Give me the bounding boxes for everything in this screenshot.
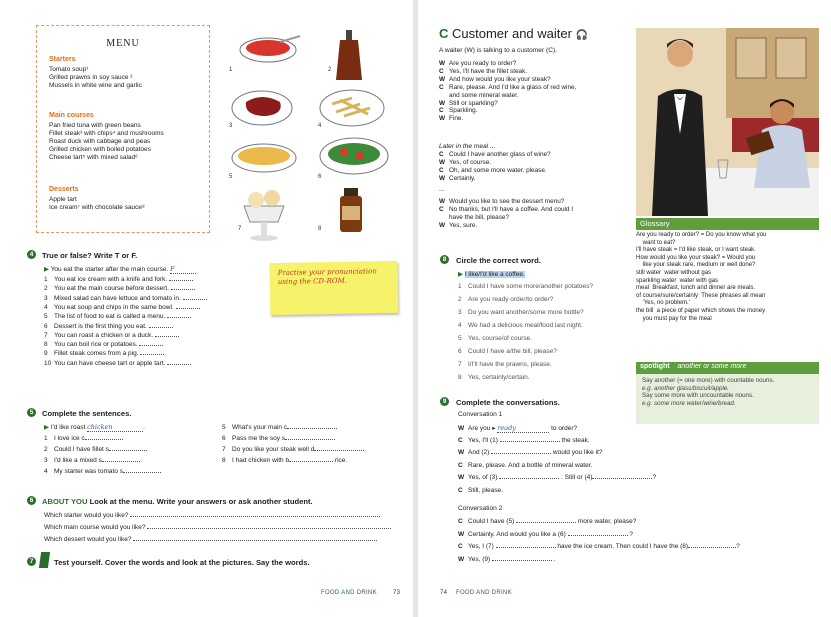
answer-field[interactable] [169,280,193,281]
menu-item: Tomato soup¹ [49,66,89,73]
line-tail: . [551,555,556,563]
answer-field[interactable] [516,522,576,523]
speaker-label: C [458,486,463,494]
line-text: Yes, I (7) [468,543,496,550]
answer-field[interactable] [499,478,559,479]
speaker-label: C [439,107,444,115]
conversation-line [458,474,656,481]
exercise-5-item [44,446,147,453]
line-tail: more water, please? [576,518,637,525]
item-number: 3 [44,294,48,302]
page-number: 73 [393,590,401,596]
exercise-5-example: ▶ I'd like roast chicken . [44,423,145,431]
tart-picture [232,144,296,172]
answer-field[interactable] [167,364,191,365]
exercise-4-item [44,341,163,348]
line-text: Oh, and some more water, please. [449,166,547,174]
line-text: Fine. [449,115,464,123]
item-text: You eat the main course before dessert. [54,285,171,293]
item-tail: rice. [333,457,348,464]
line-text: Yes, I'll (1) [468,436,500,444]
item-number: 1 [44,276,48,283]
exercise-4-title: True or false? Write T or F. [42,251,138,260]
item-number: 4 [44,303,48,311]
item-number: 6 [458,348,462,355]
picture-number: 5 [229,174,233,180]
dialogue-line [439,76,551,84]
line-tail: . Still or (4) [559,474,593,481]
speaker-label: W [458,474,465,481]
answer-field[interactable] [183,299,207,300]
item-text: What's your main c [232,424,288,431]
dialogue-line [439,159,491,167]
section-letter: C [439,26,449,41]
answer-field[interactable] [102,461,140,462]
speaker-label: C [439,151,444,158]
item-text: You can have cheese tart or apple tart. [54,359,168,367]
speaker-label: W [439,174,446,182]
glossary-title: Glossary [636,218,819,230]
answer-field[interactable] [147,528,391,529]
dialogue-line [439,206,573,214]
line-text: Sparkling. [449,107,478,115]
spotlight-box [636,362,819,424]
speaker-label: W [458,449,465,456]
answer-field[interactable] [287,428,337,429]
line-text: No thanks, but I'll have a coffee. And could I [449,205,574,213]
item-text: Could I have a/the bill, please? [468,348,557,355]
conversation-1-title: Conversation 1 [458,411,503,418]
left-page [0,0,413,617]
item-number: 5 [458,335,462,342]
item-text: Are you ready order/to order? [468,296,554,303]
picture-number: 8 [318,226,322,232]
speaker-label: W [439,60,446,67]
dialogue-line [439,60,516,68]
exercise-4-item [44,360,191,367]
soup-picture [240,36,300,62]
item-text: My starter was tomato s [54,468,123,475]
dialogue-line [439,175,476,183]
dialogue-line [439,214,509,222]
answer-field[interactable] [140,354,164,355]
dialogue-line [439,115,463,123]
exercise-5-item [222,435,335,442]
glossary-entry: Are you ready to order? = Do you know what you [636,232,767,238]
item-text: The list of food to eat is called a menu. [54,313,168,321]
exercise-number: 5 [27,408,36,417]
cover-card-icon [39,552,50,568]
dialogue-line [439,100,498,108]
glossary-entry: sparkling water water with gas [636,277,719,284]
exercise-8-item [458,374,530,381]
question-text: Which starter would you like? [44,512,131,519]
item-number: 7 [44,331,48,339]
spotlight-label: spotlight [640,363,670,370]
glossary-box [636,218,819,354]
item-text: You can roast a chicken or a duck. [54,331,155,339]
answer-field[interactable] [285,439,335,440]
speaker-label: W [458,530,465,538]
item-number: 4 [458,322,462,329]
line-text: Rare, please. And I'd like a glass of red wine, [449,83,577,91]
picture-number: 4 [318,123,322,129]
item-text: Dessert is the first thing you eat. [54,322,149,330]
line-text: Are you ▸ [468,425,498,432]
line-end: ? [736,543,740,550]
line-tail: have the ice cream. Then could I have the (8) [555,543,689,550]
item-number: 8 [44,341,48,349]
exercise-4-item [44,295,207,302]
speaker-label: W [458,425,465,432]
exercise-8-item [458,322,583,329]
exercise-4-item [44,323,173,330]
glossary-entry: 'Yes, no problem.' [636,300,690,307]
footer-label: FOOD AND DRINK [456,590,512,596]
answer-field[interactable] [500,441,560,442]
glossary-entry: of course/sure/certainly These phrases all mean [636,292,766,299]
glossary-entry: you must pay for the meal [636,315,712,322]
dialogue-line [439,84,576,92]
conversation-2-title: Conversation 2 [458,505,503,512]
item-text: Mixed salad can have lettuce and tomato in. [54,294,183,302]
menu-item: Roast duck with cabbage and peas [49,138,151,145]
answer-field[interactable] [123,472,161,473]
exercise-5-item [222,424,337,431]
exercise-4-item [44,304,200,311]
answer-field[interactable] [133,540,377,541]
glossary-entry: I'll have steak = I'd like steak, or I want steak. [636,247,756,254]
item-number: 1 [44,435,48,442]
speaker-label: C [439,67,444,75]
item-number: 5 [222,424,226,431]
item-number: 2 [458,296,462,303]
exercise-8-item [458,348,557,355]
line-text: Yes, I'll have the fillet steak. [449,67,528,75]
line-text: have the bill, please? [449,213,510,221]
line-text: Yes, sure. [449,221,478,229]
conversation-line [458,424,577,433]
speaker-label: W [439,115,446,123]
page-number: 74 [440,590,448,596]
line-tail: the steak. [559,436,590,444]
dialogue-line [439,68,527,76]
conversation-line [458,518,636,525]
line-text: and some mineral water. [449,91,519,99]
conversation-line [458,543,740,550]
soy-sauce-picture [336,30,362,80]
picture-number: 2 [328,67,332,73]
steak-picture [232,91,292,125]
conversation-line [458,556,556,563]
line-end: ? [652,474,657,481]
later-label: Later in the meal ... [439,143,496,150]
picture-number: 7 [238,226,242,232]
item-number: 9 [44,350,48,358]
answer-field[interactable]: chicken [87,423,143,432]
spotlight-line: e.g. another glass/biscuit/apple. [642,384,730,392]
item-number: 2 [44,285,48,293]
dialogue-dots: ... [439,186,445,193]
answer-field[interactable] [688,547,736,548]
menu-item: Fillet steak³ with chips⁴ and mushrooms [49,130,164,137]
exercise-8-item [458,361,552,368]
conversation-line [458,462,592,469]
headphones-icon: 🎧 [575,30,589,41]
menu-heading-main: Main courses [49,112,94,119]
spotlight-header [636,362,819,374]
picture-number: 1 [229,67,233,73]
line-text: Could I have another glass of wine? [449,151,551,158]
chips-picture [320,90,384,126]
spotlight-title: another or some more [677,363,747,370]
item-number: 2 [44,446,48,453]
menu-heading-desserts: Desserts [49,186,79,193]
answer-field[interactable] [289,461,333,462]
line-tail: to order? [549,425,578,432]
exercise-4-item [44,313,191,320]
dialogue-line [439,151,551,159]
speaker-label: W [439,198,446,205]
conversation-line [458,487,503,494]
answer-field[interactable]: F [170,265,196,274]
speaker-label: C [458,518,463,525]
item-text: Fillet steak comes from a pig. [54,350,141,358]
item-text: Do you want another/some more bottle? [468,309,584,316]
exercise-8-item [458,309,584,316]
menu-card [36,25,210,233]
salad-picture [320,138,388,174]
exercise-4-item [44,285,195,292]
spotlight-body [636,374,819,410]
exercise-number: 6 [27,496,36,505]
answer-field[interactable] [139,345,163,346]
speaker-label: W [458,555,465,563]
item-text: I/I'll have the prawns, please. [468,361,552,368]
conversation-line [458,449,602,456]
dialogue-line [439,222,477,230]
speaker-label: C [458,461,463,469]
speaker-label: W [439,221,446,229]
conversation-line [458,437,590,444]
exercise-5-title: Complete the sentences. [42,409,132,418]
answer-field[interactable] [492,560,552,561]
picture-number: 6 [318,174,322,180]
speaker-label: C [439,83,444,91]
exercise-5-item [222,446,364,453]
exercise-4-item [44,350,164,357]
item-text: You eat soup and chips in the same bowl. [54,303,176,311]
exercise-6-question [44,512,380,519]
answer-field[interactable] [109,450,147,451]
item-text: Pass me the soy s [232,435,286,442]
menu-item: Grilled prawns in soy sauce ² [49,74,133,81]
exercise-4-item [44,332,179,339]
speaker-label: W [439,158,446,166]
exercise-6-question [44,524,391,531]
line-text: Yes, (9) [468,555,492,563]
glossary-entry: like your steak rare, medium or well done? [636,262,756,269]
line-tail: would you like it? [551,449,603,456]
dialogue-line [439,107,477,115]
answer-field[interactable] [176,308,200,309]
line-text: And how would you like your steak? [449,75,551,83]
item-number: 1 [458,283,462,290]
exercise-4-example: ▶ You eat the starter after the main course. F [44,265,196,274]
item-number: 3 [458,309,462,316]
menu-heading-starters: Starters [49,56,76,63]
speaker-label: W [439,75,446,83]
line-text: Certainly. And would you like a (6) [468,530,568,538]
exercise-5-item [44,435,123,442]
ice-cream-picture [244,190,284,241]
answer-field[interactable] [85,439,123,440]
item-text: I'd like a mixed s [54,457,102,464]
dialogue-line [439,167,547,175]
answer-field[interactable] [314,450,364,451]
line-text: Are you ready to order? [449,60,517,67]
exercise-5-item [44,468,161,475]
exercise-5-item [44,457,140,464]
dialogue-line [439,92,519,100]
line-text: Still, please. [468,486,504,494]
spotlight-line: Say another (= one more) with countable nouns. [642,377,775,384]
speaker-label: C [439,166,444,174]
exercise-8-item [458,296,553,303]
exercise-number: 7 [27,557,36,566]
item-number: 8 [458,374,462,381]
speaker-label: C [458,436,463,444]
exercise-number: 8 [440,255,449,264]
spotlight-line: e.g. some more water/wine/bread. [642,399,736,407]
line-tail: ? [627,530,634,538]
answer-field[interactable]: ready [497,424,549,433]
spotlight-line: Say some more with uncountable nouns. [642,392,754,400]
glossary-entry: How would you like your steak? = Would you [636,254,756,261]
exercise-8-example: ▶ I like/I'd like a coffee. [458,271,525,278]
exercise-number: 4 [27,250,36,259]
item-number: 7 [458,361,462,368]
answer-field[interactable] [167,317,191,318]
answer-field[interactable] [491,453,551,454]
item-text: I love ice c [54,435,85,442]
line-text: And (2) [468,449,492,456]
glossary-entry: still water water without gas [636,269,712,276]
item-number: 6 [222,435,226,442]
item-text: We had a delicious meal/food last night. [468,322,583,329]
answer-field[interactable] [171,289,195,290]
sticky-note: Practise your pronunciation using the CD-ROM. [270,261,399,315]
line-text: Yes, of (3) [468,474,500,481]
item-text: Could I have some more/another potatoes? [468,283,594,290]
answer-field[interactable] [496,547,556,548]
glossary-entry: meal Breakfast, lunch and dinner are meals. [636,285,756,292]
item-text: Yes, certainly/certain. [468,374,530,381]
menu-item: Ice cream⁷ with chocolate sauce⁸ [49,204,145,211]
answer-field[interactable] [155,336,179,337]
conversation-line [458,531,633,538]
item-text: Yes, course/of course. [468,335,533,342]
item-text: Could I have fillet s [54,446,109,453]
item-number: 4 [44,468,48,475]
exercise-6-title: ABOUT YOU Look at the menu. Write your answers or ask another student. [42,497,313,506]
item-number: 6 [44,322,48,330]
exercise-7-title: Test yourself. Cover the words and look at the pictures. Say the words. [54,558,310,567]
item-text: Do you like your steak well d [232,446,315,453]
footer-label: FOOD AND DRINK [321,590,377,596]
exercise-4-item [44,276,193,283]
exercise-8-item [458,283,593,290]
item-number: 5 [44,313,48,321]
chocolate-sauce-picture [340,188,362,232]
question-text: Which dessert would you like? [44,536,134,543]
item-number: 3 [44,457,48,464]
item-number: 7 [222,446,226,453]
item-text: You eat ice cream with a knife and fork. [54,276,170,283]
section-intro: A waiter (W) is talking to a customer (C). [439,47,557,54]
glossary-entries [636,230,819,323]
item-text: I had chicken with b [232,457,290,464]
line-text: Certainly. [449,174,476,182]
answer-field[interactable] [592,478,652,479]
question-text: Which main course would you like? [44,524,148,531]
picture-number: 3 [229,123,233,129]
menu-title: MENU [106,38,140,49]
line-text: Yes, of course. [449,158,492,166]
exercise-8-title: Circle the correct word. [456,256,541,265]
line-text: Rare, please. And a bottle of mineral water. [468,461,593,469]
menu-item: Apple tart [49,196,77,203]
glossary-entry: the bill a piece of paper which shows the money [636,307,766,314]
exercise-number: 9 [440,397,449,406]
restaurant-illustration [636,28,819,216]
answer-field[interactable] [149,327,173,328]
menu-item: Mussels in white wine and garlic [49,82,142,89]
speaker-label: C [439,205,444,213]
section-title: C Customer and waiter 🎧 [439,26,589,41]
right-page [418,0,831,617]
exercise-5-item [222,457,347,464]
speaker-label: W [439,99,446,107]
menu-item: Cheese tart⁵ with mixed salad⁶ [49,154,138,161]
menu-item: Pan fried tuna with green beans [49,122,141,129]
menu-item: Grilled chicken with boiled potatoes [49,146,151,153]
answer-field[interactable] [130,516,380,517]
exercise-6-question [44,536,377,543]
glossary-entry: want to eat? [636,239,676,246]
item-number: 8 [222,457,226,464]
answer-field[interactable] [568,535,628,536]
speaker-label: C [458,543,463,550]
exercise-8-item [458,335,532,342]
food-pictures [228,28,400,246]
exercise-9-title: Complete the conversations. [456,398,560,407]
dialogue-line [439,198,564,206]
line-text: Would you like to see the dessert menu? [449,198,565,205]
item-number: 10 [44,359,52,367]
line-text: Still or sparkling? [449,99,498,107]
item-text: You can boil rice or potatoes. [54,341,140,349]
line-text: Could I have (5) [468,518,517,525]
